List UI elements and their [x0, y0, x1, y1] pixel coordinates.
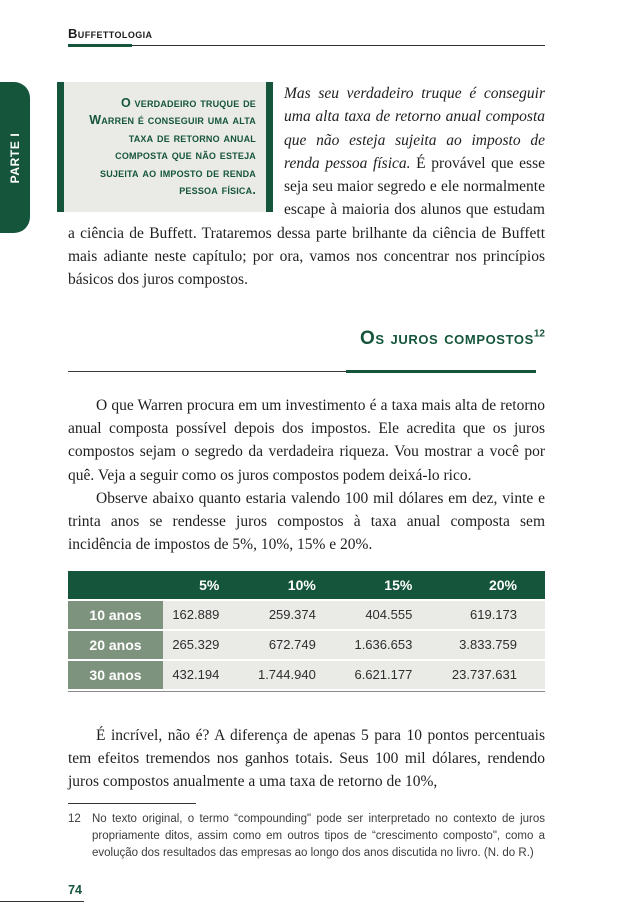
table-col-header: 10% [247, 571, 344, 599]
table-col-header: 20% [440, 571, 545, 599]
compound-interest-table [68, 569, 545, 692]
table-corner-cell [68, 571, 163, 599]
table-cell: 6.621.177 [344, 661, 441, 689]
intro-section [68, 48, 545, 292]
intro-italic-text: Mas seu verdadeiro truque é conseguir uma alta taxa de retorno anual composta que não esteja sujeita ao imposto de renda pessoa física. [284, 85, 545, 172]
footnote-rule [68, 803, 196, 804]
section-rule-accent [346, 370, 536, 374]
pull-quote-box [57, 82, 273, 212]
table-cell: 1.744.940 [247, 661, 344, 689]
table-row [68, 661, 545, 689]
table-cell: 432.194 [163, 661, 247, 689]
table-cell: 259.374 [247, 601, 344, 629]
table-cell: 1.636.653 [344, 631, 441, 659]
table-cell: 162.889 [163, 601, 247, 629]
table-cell: 23.737.631 [440, 661, 545, 689]
table-col-header: 15% [344, 571, 441, 599]
table-cell: 672.749 [247, 631, 344, 659]
header-rule-thin [68, 45, 545, 46]
footnote-text: No texto original, o termo “compounding" pode ser interpretado no contexto de juros propriamente ditos, assim como em outros tipos de “crescimento composto", como a evolução dos resultados das empresas ao longo dos anos discutida no livro. (N. do R.) [92, 812, 545, 859]
table-row-label: 30 anos [68, 661, 163, 689]
running-head [68, 0, 545, 48]
table-cell: 404.555 [344, 601, 441, 629]
table-row [68, 601, 545, 629]
pull-quote-text: O verdadeiro truque de Warren é conseguir uma alta taxa de retorno anual composta que não esteja sujeita ao imposto de renda pessoa física. [89, 95, 256, 197]
footnote-marker: 12 [68, 812, 81, 825]
section-title: Os juros compostos$^{12}$ [360, 327, 545, 349]
table-row-label: 10 anos [68, 601, 163, 629]
table-header-row [68, 571, 545, 599]
paragraph-1: O que Warren procura em um investimento é a taxa mais alta de retorno anual composta possível depois dos impostos. Ele acredita que os juros compostos sejam o segredo da verdadeira riqueza. Vou mostrar a você por quê. Veja a seguir como os juros compostos podem deixá-lo rico. [68, 396, 545, 484]
footnote [68, 811, 545, 862]
page-number: 74 [68, 883, 82, 897]
table-cell: 265.329 [163, 631, 247, 659]
header-rule [68, 44, 545, 48]
page-number-block [0, 881, 84, 902]
book-title: Buffettologia [68, 26, 153, 41]
table-col-header: 5% [163, 571, 247, 599]
intro-rest-text: É provável que esse seja seu maior segredo e ele normalmente escape à maioria dos alunos que estudam a ciência de Buffett. Trataremos dessa parte brilhante da ciência de Buffett mais adiante neste capítulo; por ora, vamos nos concentrar nos princípios básicos dos juros compostos. [68, 154, 545, 289]
table-row-label: 20 anos [68, 631, 163, 659]
header-rule-accent [68, 44, 132, 47]
table-row [68, 631, 545, 659]
part-tab-label: PARTE I [8, 132, 22, 183]
section-heading-block [68, 292, 545, 374]
section-rule [68, 370, 536, 374]
table-cell: 3.833.759 [440, 631, 545, 659]
paragraph-3: É incrível, não é? A diferença de apenas 5 para 10 pontos percentuais tem efeitos tremendos nos ganhos totais. Seus 100 mil dólares, rendendo juros compostos anualmente a uma taxa de retorno de 10%, [68, 726, 545, 791]
paragraph-2: Observe abaixo quanto estaria valendo 100 mil dólares em dez, vinte e trinta anos se rendesse juros compostos à taxa anual composta sem incidência de impostos de 5%, 10%, 15% e 20%. [68, 489, 545, 554]
table-cell: 619.173 [440, 601, 545, 629]
footnote-reference: 12 [533, 328, 545, 340]
part-tab [0, 82, 30, 233]
